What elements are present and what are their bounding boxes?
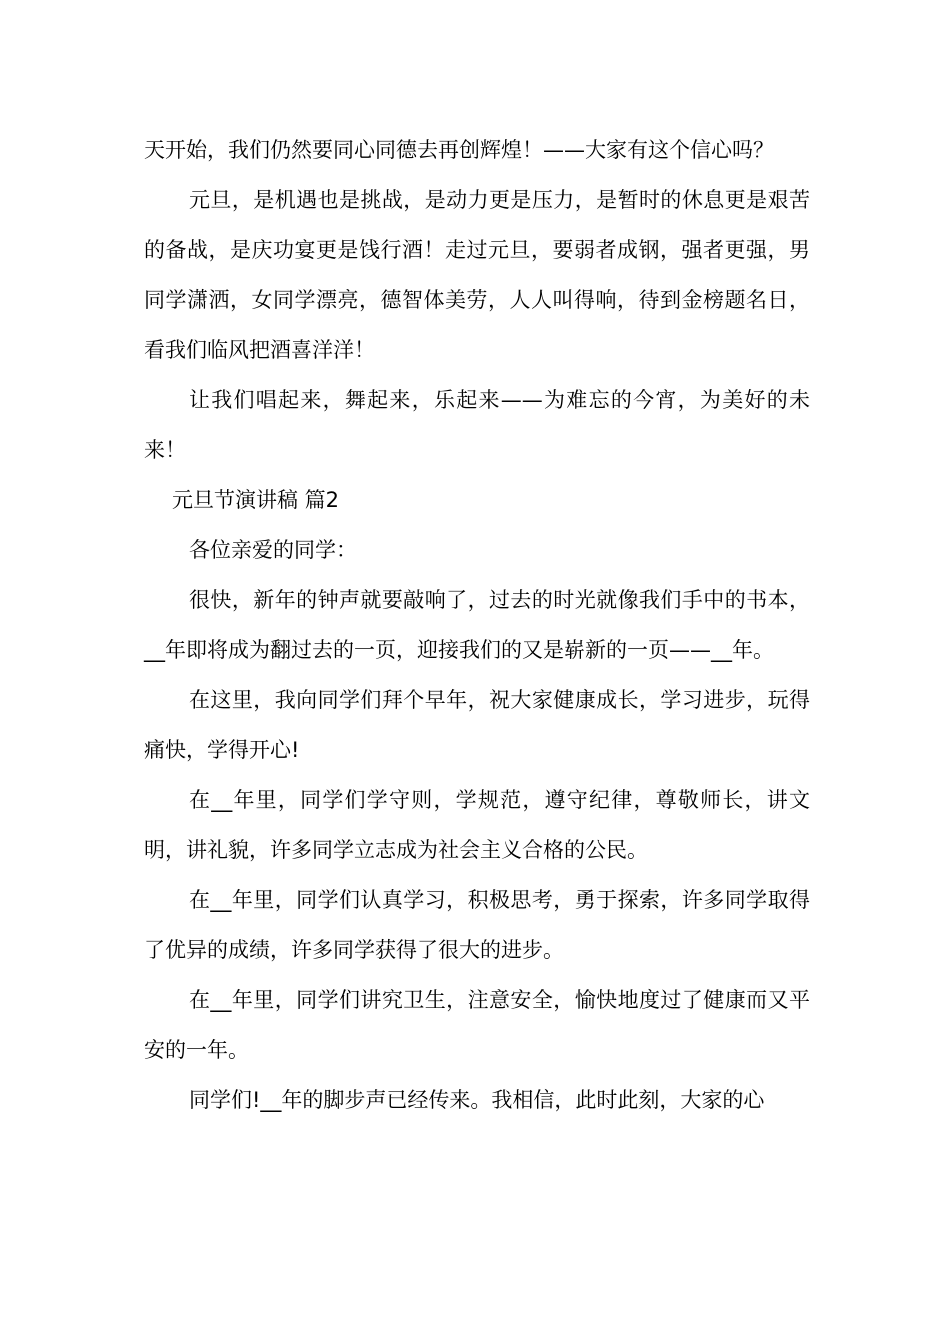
paragraph-truncated: 同学们!__年的脚步声已经传来。我相信，此时此刻，大家的心 bbox=[189, 1088, 765, 1112]
paragraph: 元旦，是机遇也是挑战，是动力更是压力，是暂时的休息更是艰苦的备战，是庆功宴更是饯行酒！走过元旦，要弱者成钢，强者更强，男同学潇洒，女同学漂亮，德智体美劳，人人叫得响，待到金榜题名日，看我们临风把酒喜洋洋！ bbox=[144, 188, 810, 362]
document-body bbox=[144, 125, 810, 1125]
paragraph-continuation: 天开始，我们仍然要同心同德去再创辉煌！——大家有这个信心吗？ bbox=[144, 138, 774, 162]
section-heading: 元旦节演讲稿 篇2 bbox=[172, 488, 340, 512]
paragraph: 在__年里，同学们认真学习，积极思考，勇于探索，许多同学取得了优异的成绩，许多同学获得了很大的进步。 bbox=[144, 888, 810, 962]
paragraph: 很快，新年的钟声就要敲响了，过去的时光就像我们手中的书本，__年即将成为翻过去的一页，迎接我们的又是崭新的一页——__年。 bbox=[144, 588, 810, 662]
paragraph: 在这里，我向同学们拜个早年，祝大家健康成长，学习进步，玩得痛快，学得开心! bbox=[144, 688, 810, 762]
paragraph-salutation: 各位亲爱的同学： bbox=[189, 538, 357, 562]
paragraph: 在__年里，同学们学守则，学规范，遵守纪律，尊敬师长，讲文明，讲礼貌，许多同学立志成为社会主义合格的公民。 bbox=[144, 788, 810, 862]
paragraph: 在__年里，同学们讲究卫生，注意安全，愉快地度过了健康而又平安的一年。 bbox=[144, 988, 810, 1062]
paragraph: 让我们唱起来，舞起来，乐起来——为难忘的今宵，为美好的未来！ bbox=[144, 388, 810, 462]
